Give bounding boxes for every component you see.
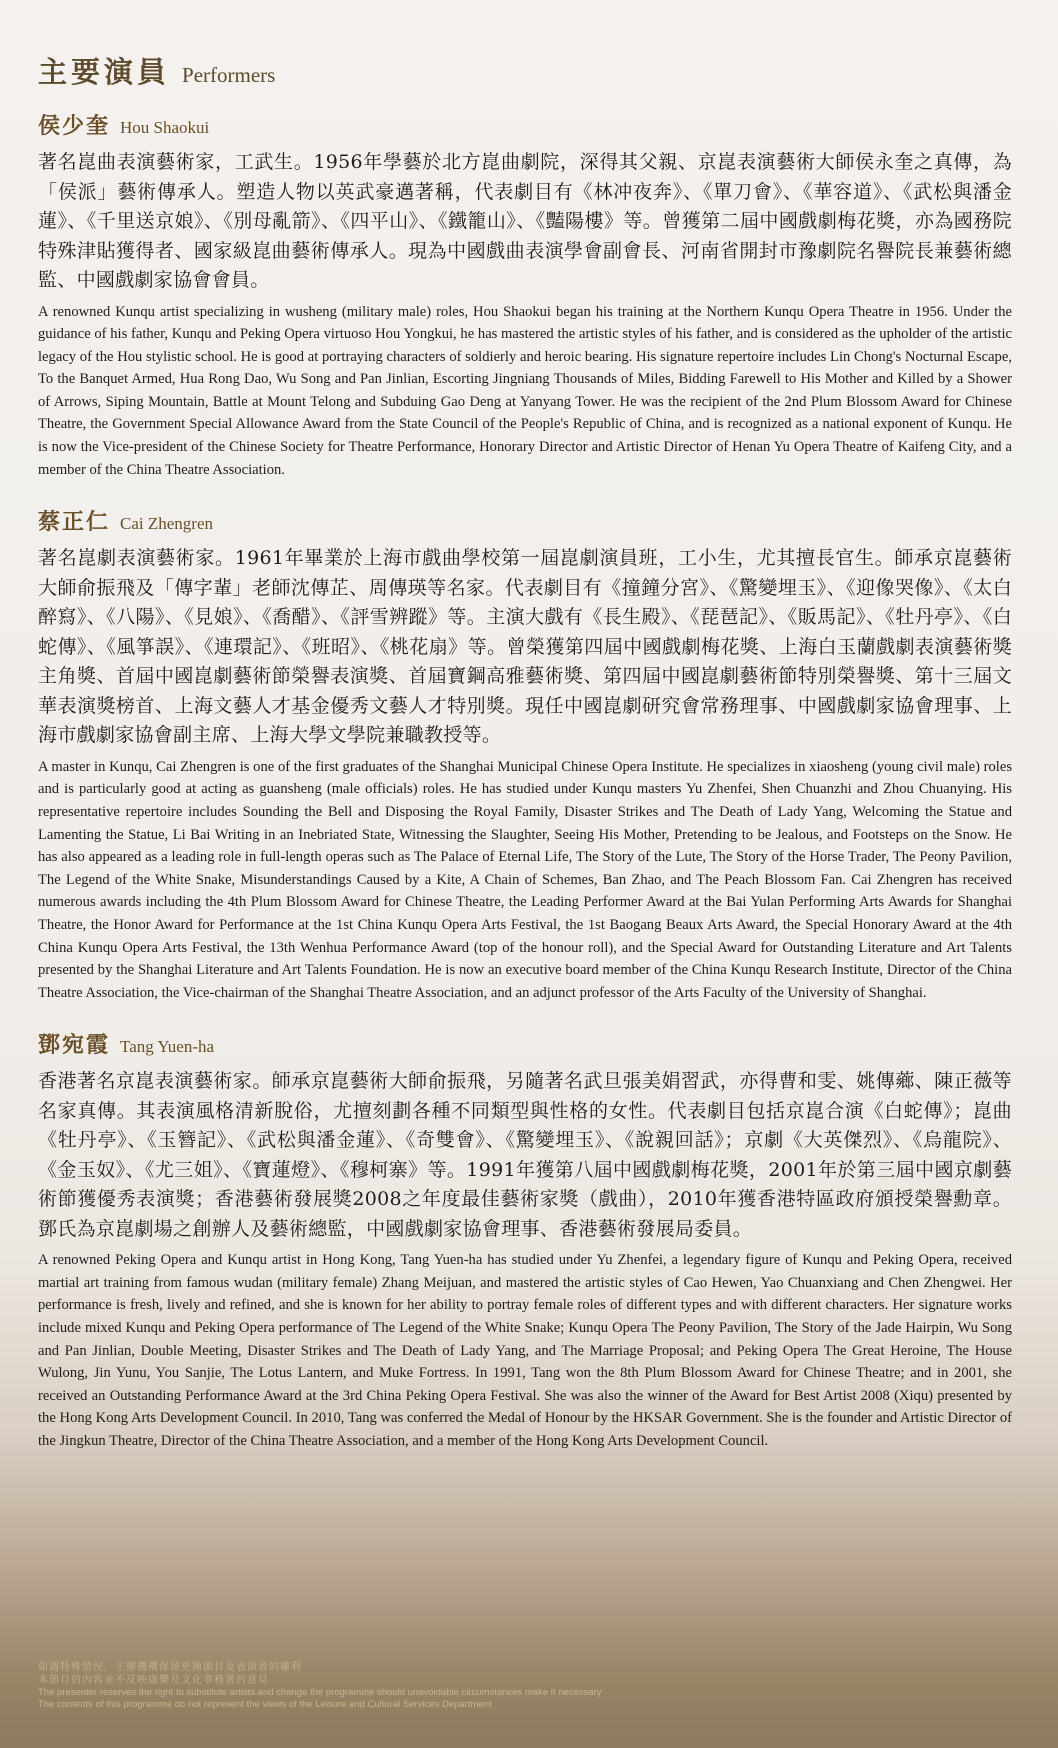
page-title-en: Performers bbox=[182, 63, 276, 87]
disclaimer-line-en-1: The presenter reserves the right to substitute artists and change the programme should unavoidable circumstances make it necessary bbox=[38, 1687, 602, 1698]
performer-bio-en: A renowned Kunqu artist specializing in wusheng (military male) roles, Hou Shaokui began his training at the Northern Kunqu Opera Theatre in 1956. Under the guidance of his father, Kunqu and Peking Opera virtuoso Hou Yongkui, he has mastered the artistic styles of his father, and is considered as the upholder of the artistic legacy of the Hou stylistic school. He is good at portraying characters of soldierly and heroic bearing. His signature repertoire includes Lin Chong's Nocturnal Escape, To the Banquet Armed, Hua Rong Dao, Wu Song and Pan Jinlian, Escorting Jingniang Thousands of Miles, Bidding Farewell to His Mother and Killed by a Shower of Arrows, Siping Mountain, Battle at Mount Telong and Subduing Gao Deng at Yanyang Tower. He was the recipient of the 2nd Plum Blossom Award for Chinese Theatre, the Government Special Allowance Award from the State Council of the People's Republic of China, and is recognized as a national exponent of Kunqu. He is now the Vice-president of the Chinese Society for Theatre Performance, Honorary Director and Artistic Director of Henan Yu Opera Theatre of Kaifeng City, and a member of the China Theatre Association. bbox=[38, 303, 1012, 478]
performer-tang-yuen-ha bbox=[38, 1028, 1012, 1452]
performer-bio-zh: 香港著名京崑表演藝術家。師承京崑藝術大師俞振飛，另隨著名武旦張美娟習武，亦得曹和雯、姚傳薌、陳正薇等名家真傳。其表演風格清新脫俗，尤擅刻劃各種不同類型與性格的女性。代表劇目包括京崑合演《白蛇傳》；崑曲《牡丹亭》、《玉簪記》、《武松與潘金蓮》、《奇雙會》、《驚變埋玉》、《說親回話》；京劇《大英傑烈》、《烏龍院》、《金玉奴》、《尤三姐》、《寶蓮燈》、《穆柯寨》等。1991年獲第八屆中國戲劇梅花獎，2001年於第三屆中國京劇藝術節獲優秀表演獎；香港藝術發展獎2008之年度最佳藝術家獎（戲曲），2010年獲香港特區政府頒授榮譽勳章。鄧氏為京崑劇場之創辦人及藝術總監，中國戲劇家協會理事、香港藝術發展局委員。 bbox=[38, 1070, 1012, 1240]
performer-bio-zh: 著名崑曲表演藝術家，工武生。1956年學藝於北方崑曲劇院，深得其父親、京崑表演藝術大師侯永奎之真傳，為「侯派」藝術傳承人。塑造人物以英武豪邁著稱，代表劇目有《林冲夜奔》、《單刀會》、《華容道》、《武松與潘金蓮》、《千里送京娘》、《別母亂箭》、《四平山》、《鐵籠山》、《豔陽樓》等。曾獲第二屆中國戲劇梅花獎，亦為國務院特殊津貼獲得者、國家級崑曲藝術傳承人。現為中國戲曲表演學會副會長、河南省開封市豫劇院名譽院長兼藝術總監、中國戲劇家協會會員。 bbox=[38, 151, 1012, 291]
performers-page bbox=[38, 50, 1012, 1477]
performer-name-zh: 侯少奎 bbox=[38, 113, 111, 139]
performer-bio-zh: 著名崑劇表演藝術家。1961年畢業於上海市戲曲學校第一屆崑劇演員班，工小生，尤其擅長官生。師承京崑藝術大師俞振飛及「傳字輩」老師沈傳芷、周傳瑛等名家。代表劇目有《撞鐘分宮》、《驚變埋玉》、《迎像哭像》、《太白醉寫》、《八陽》、《見娘》、《喬醋》、《評雪辨蹤》等。主演大戲有《長生殿》、《琵琶記》、《販馬記》、《牡丹亭》、《白蛇傳》、《風箏誤》、《連環記》、《班昭》、《桃花扇》等。曾榮獲第四屆中國戲劇梅花獎、上海白玉蘭戲劇表演藝術獎主角獎、首屆中國崑劇藝術節榮譽表演獎、首屆寶鋼高雅藝術獎、第四屆中國崑劇藝術節特別榮譽獎、第十三屆文華表演獎榜首、上海文藝人才基金優秀文藝人才特別獎。現任中國崑劇研究會常務理事、中國戲劇家協會理事、上海市戲劇家協會副主席、上海大學文學院兼職教授等。 bbox=[38, 547, 1012, 747]
performer-name bbox=[38, 109, 1012, 140]
performer-name-zh: 蔡正仁 bbox=[38, 509, 111, 536]
performer-cai-zhengren bbox=[38, 505, 1012, 1004]
performer-name-en: Hou Shaokui bbox=[120, 118, 210, 137]
performer-name bbox=[38, 1028, 1012, 1059]
performer-name-zh: 鄧宛霞 bbox=[38, 1032, 111, 1059]
disclaimer-line-en-2: The contents of this programme do not represent the views of the Leisure and Cultural Services Department bbox=[38, 1699, 492, 1710]
disclaimer-line-zh-2: 本節目的內容並不反映康樂及文化事務署的意見 bbox=[38, 1675, 269, 1686]
performer-name-en: Cai Zhengren bbox=[120, 514, 214, 534]
page-title bbox=[38, 50, 1012, 91]
disclaimer-footer bbox=[38, 1661, 738, 1711]
performer-name bbox=[38, 505, 1012, 536]
performer-bio-en: A renowned Peking Opera and Kunqu artist in Hong Kong, Tang Yuen-ha has studied under Yu Zhenfei, a legendary figure of Kunqu and Peking Opera, received martial art training from famous wudan (military female) Zhang Meijuan, and mastered the artistic styles of Cao Hewen, Yao Chuanxiang and Chen Zhengwei. Her performance is fresh, lively and refined, and she is known for her ability to portray female roles of different types and with different characters. Her signature works include mixed Kunqu and Peking Opera performance of The Legend of the White Snake; Kunqu Opera The Peony Pavilion, The Story of the Jade Hairpin, Wu Song and Pan Jinlian, Double Meeting, Disaster Strikes and The Death of Lady Yang, and The Marriage Proposal; and Peking Opera The Great Heroine, The House Wulong, Jin Yunu, You Sanjie, The Lotus Lantern, and Muke Fortress. In 1991, Tang won the 8th Plum Blossom Award for Chinese Theatre; and in 2001, she received an Outstanding Performance Award at the 3rd China Peking Opera Festival. She was also the winner of the Award for Best Artist 2008 (Xiqu) presented by the Hong Kong Arts Development Council. In 2010, Tang was conferred the Medal of Honour by the HKSAR Government. She is the founder and Artistic Director of the Jingkun Theatre, Director of the China Theatre Association, and a member of the Hong Kong Arts Development Council. bbox=[38, 1252, 1012, 1450]
performer-hou-shaokui bbox=[38, 109, 1012, 481]
disclaimer-line-zh-1: 如遇特殊情況，主辦機構保留更換節目及表演者的權利 bbox=[38, 1662, 302, 1673]
page-title-zh: 主要演員 bbox=[38, 55, 171, 89]
performer-name-en: Tang Yuen-ha bbox=[120, 1037, 215, 1057]
performer-bio-en: A master in Kunqu, Cai Zhengren is one of the first graduates of the Shanghai Municipal Chinese Opera Institute. He specializes in xiaosheng (young civil male) roles and is particularly good at acting as guansheng (male officials) roles. He has studied under Kunqu masters Yu Zhenfei, Shen Chuanzhi and Zhou Chuanying. His representative repertoire includes Sounding the Bell and Disposing the Royal Family, Disaster Strikes and The Death of Lady Yang, Welcoming the Statue and Lamenting the Statue, Li Bai Writing in an Inebriated State, Witnessing the Slaughter, Seeing His Mother, Pretending to be Jealous, and Footsteps on the Snow. He has also appeared as a leading role in full-length operas such as The Palace of Eternal Life, The Story of the Lute, The Story of the Horse Trader, The Peony Pavilion, The Legend of the White Snake, Misunderstandings Caused by a Kite, A Chain of Schemes, Ban Zhao, and The Peach Blossom Fan. Cai Zhengren has received numerous awards including the 4th Plum Blossom Award for Chinese Theatre, the Leading Performer Award at the Bai Yulan Performing Arts Awards for Shanghai Theatre, the Honor Award for Performance at the 1st China Kunqu Opera Arts Festival, the 1st Baogang Beaux Arts Award, the Special Honorary Award at the 4th China Kunqu Opera Arts Festival, the 13th Wenhua Performance Award (top of the honour roll), and the Special Award for Outstanding Literature and Art Talents presented by the Shanghai Literature and Art Talents Foundation. He is now an executive board member of the China Kunqu Research Institute, Director of the China Theatre Association, the Vice-chairman of the Shanghai Theatre Association, and an adjunct professor of the Arts Faculty of the University of Shanghai. bbox=[38, 758, 1012, 1001]
